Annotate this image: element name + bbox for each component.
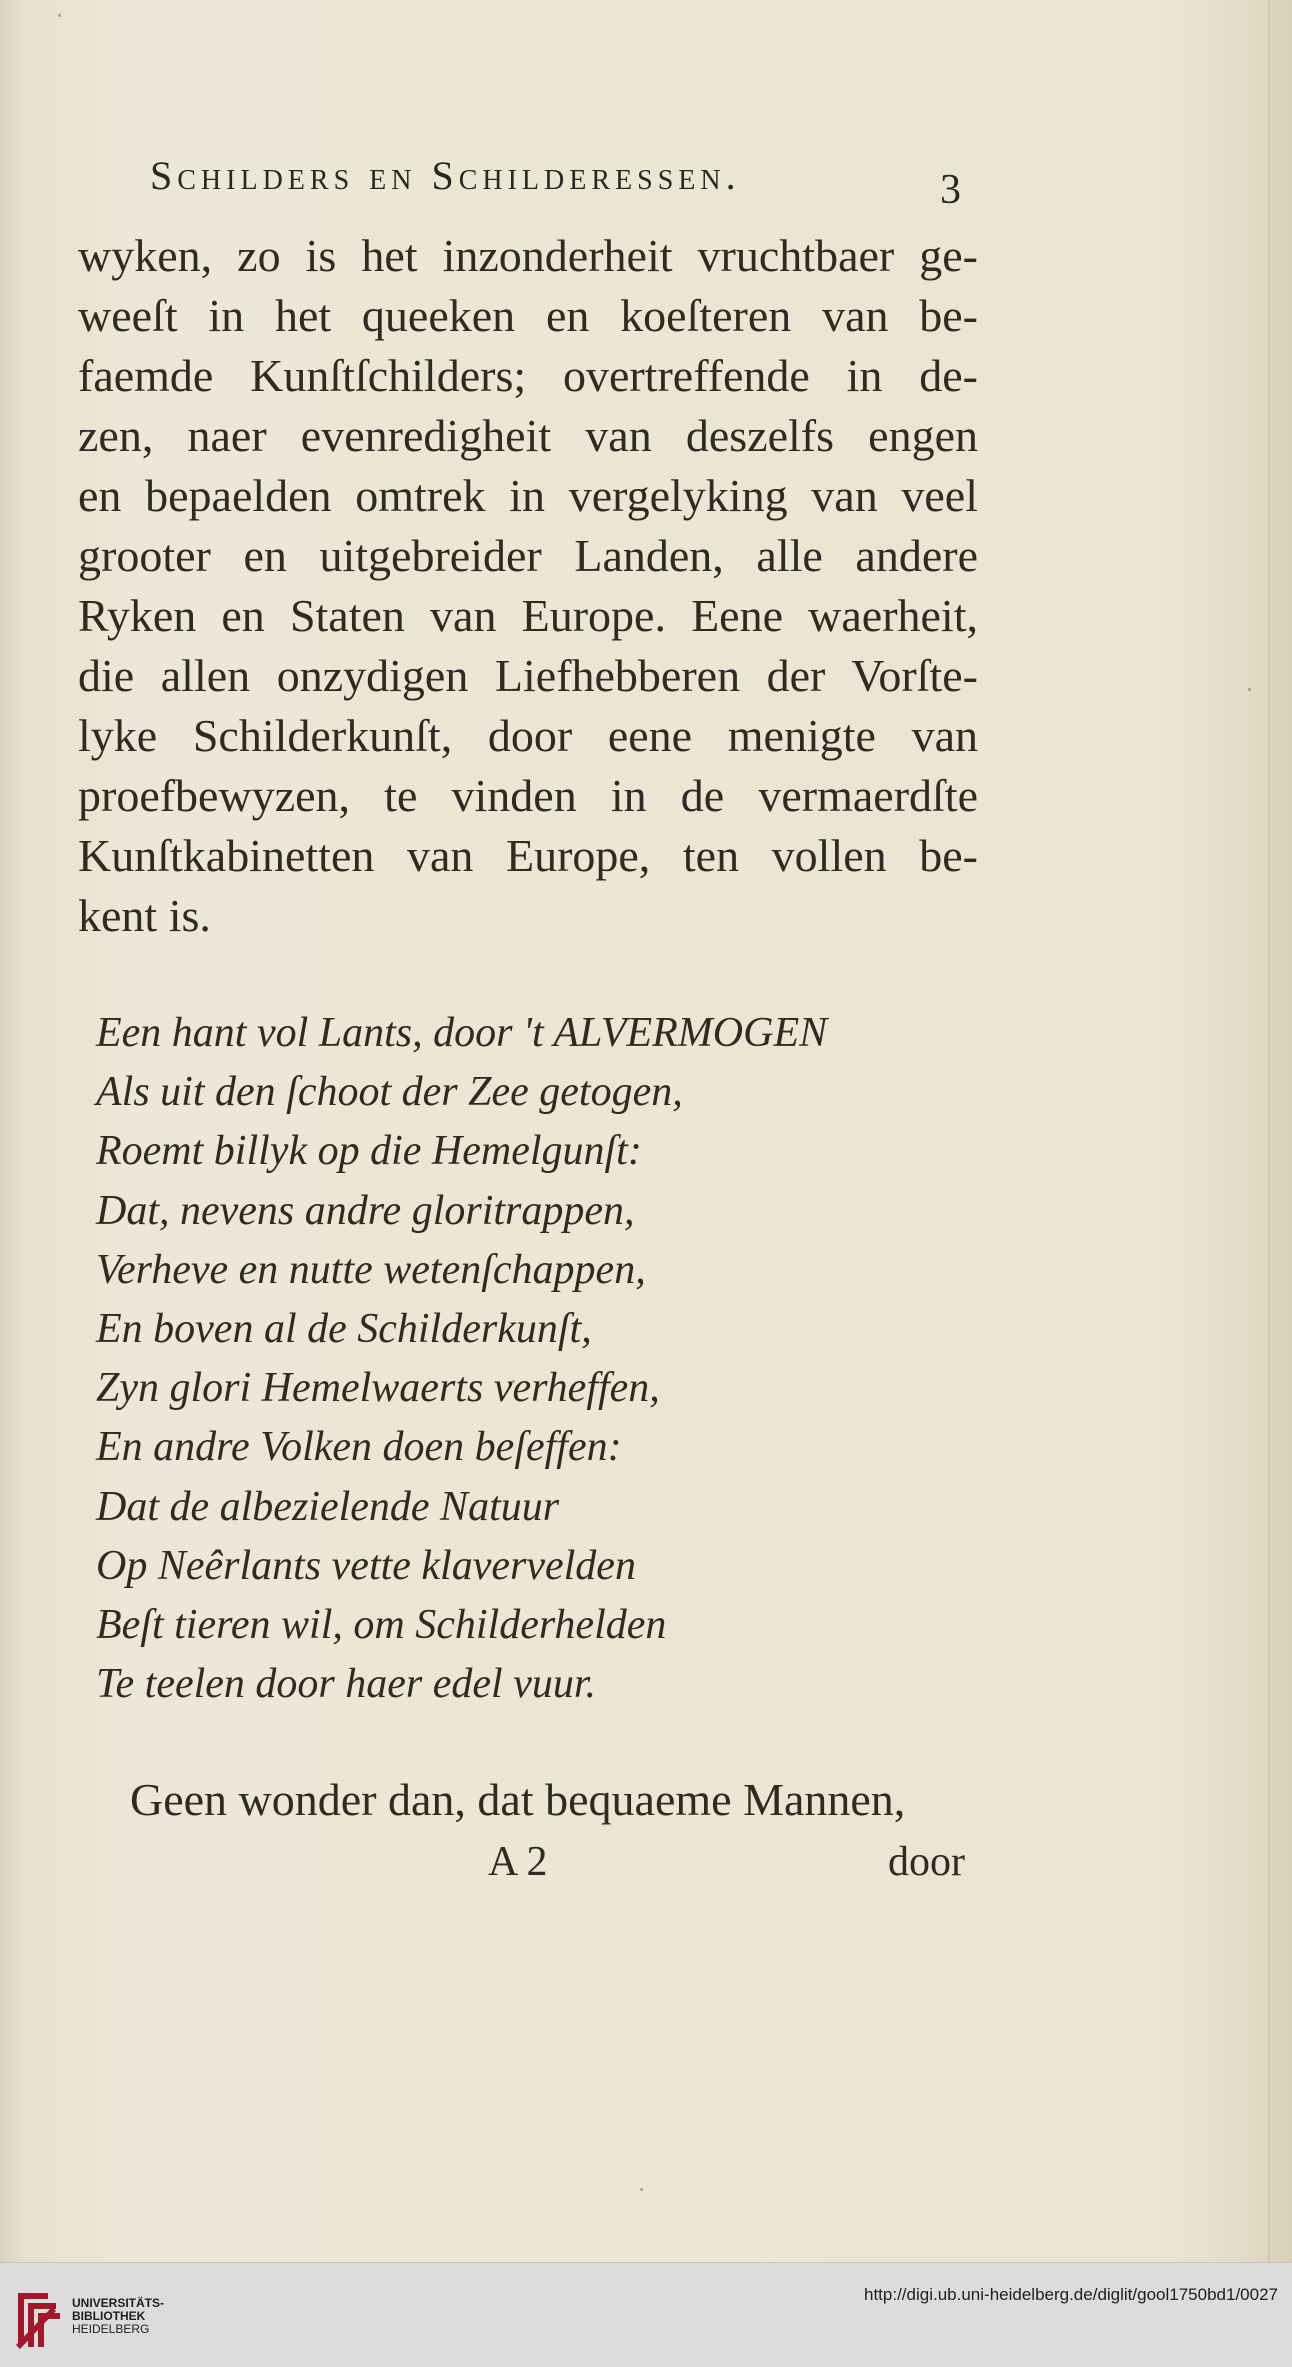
viewer-footer — [0, 2262, 1292, 2367]
page-edge-shadow — [1268, 0, 1270, 2262]
verse-line: En boven al de Schilderkunſt, — [96, 1305, 592, 1352]
paper-speck — [640, 2188, 643, 2191]
prose-line: lyke Schilderkunſt, door eene menigte van — [78, 710, 978, 761]
prose-line: zen, naer evenredigheit van deszelfs engen — [78, 410, 978, 461]
paper-speck — [58, 14, 61, 17]
page-number: 3 — [940, 167, 961, 213]
verse-line: Te teelen door haer edel vuur. — [96, 1661, 597, 1708]
prose-line: faemde Kunſtſchilders; overtreffende in de- — [78, 350, 978, 401]
verse-line: Verheve en nutte wetenſchappen, — [96, 1246, 646, 1293]
prose-line: Kunſtkabinetten van Europe, ten vollen be- — [78, 830, 978, 881]
prose-line: weeſt in het queeken en koeſteren van be- — [78, 290, 978, 341]
prose-line: kent is. — [78, 890, 211, 941]
prose-line: en bepaelden omtrek in vergelyking van veel — [78, 470, 978, 521]
verse-line: Beſt tieren wil, om Schilderhelden — [96, 1601, 667, 1648]
verse-line: Op Neêrlants vette klavervelden — [96, 1542, 636, 1589]
running-head: Schilders en Schilderessen. — [150, 153, 741, 198]
verse-line: Als uit den ſchoot der Zee getogen, — [96, 1069, 683, 1116]
verse-line: Een hant vol Lants, door 't ALVERMOGEN — [96, 1010, 828, 1056]
verse-stanza — [96, 1004, 996, 1714]
prose-line: die allen onzydigen Liefhebberen der Vorſte- — [78, 650, 978, 701]
verse-line: Roemt billyk op die Hemelgunſt: — [96, 1128, 642, 1175]
verse-line: Dat de albezielende Natuur — [96, 1483, 560, 1530]
verse-line: Zyn glori Hemelwaerts verheffen, — [96, 1365, 660, 1412]
closing-line: Geen wonder dan, dat bequaeme Mannen, — [130, 1774, 906, 1825]
prose-line: Ryken en Staten van Europe. Eene waerheit, — [78, 590, 978, 641]
prose-paragraph — [78, 226, 978, 946]
catchword: door — [888, 1839, 965, 1885]
library-name — [72, 2297, 164, 2336]
signature-mark: A 2 — [488, 1839, 548, 1885]
verse-line: En andre Volken doen beſeffen: — [96, 1424, 622, 1471]
paper-speck — [1248, 688, 1251, 691]
library-name-line: BIBLIOTHEK — [72, 2309, 146, 2323]
university-library-logo-icon[interactable] — [12, 2285, 64, 2351]
prose-line: proefbewyzen, te vinden in de vermaerdſte — [78, 770, 978, 821]
library-name-line: UNIVERSITÄTS- — [72, 2296, 165, 2310]
source-url-link[interactable]: http://digi.ub.uni-heidelberg.de/diglit/gool1750bd1/0027 — [864, 2285, 1278, 2304]
prose-line: grooter en uitgebreider Landen, alle andere — [78, 530, 978, 581]
verse-line: Dat, nevens andre gloritrappen, — [96, 1187, 635, 1234]
library-name-line: HEIDELBERG — [72, 2322, 150, 2336]
prose-line: wyken, zo is het inzonderheit vruchtbaer ge- — [78, 230, 978, 281]
